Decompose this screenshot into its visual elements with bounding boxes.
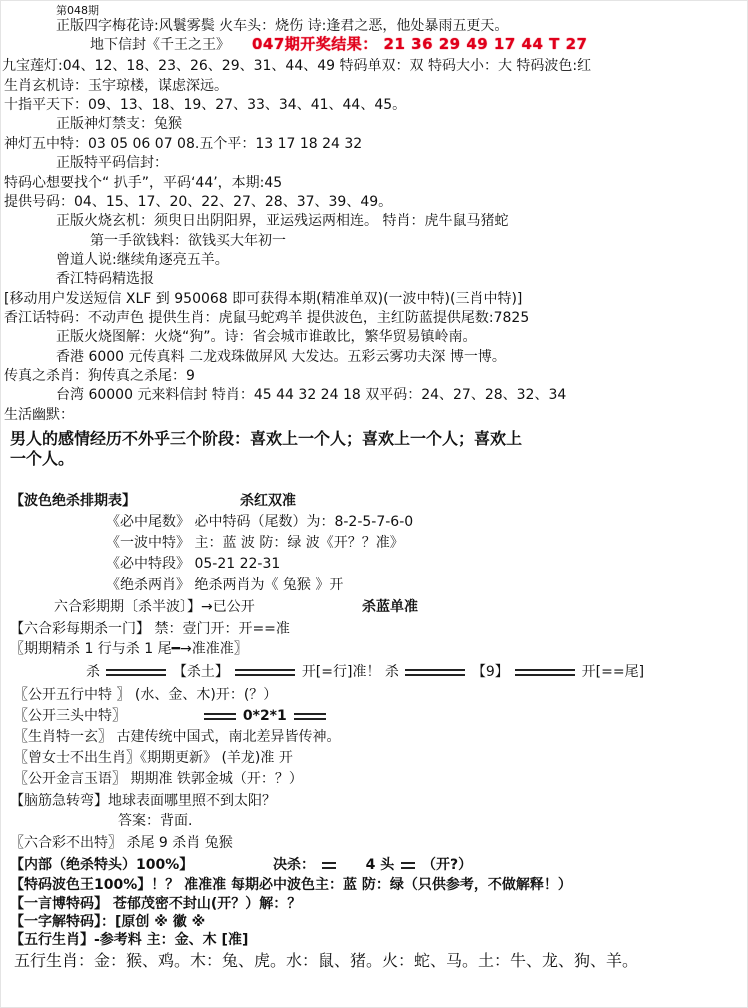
text-line-l34: 〖期期精杀 1 行与杀 1 尾━→准准准〗 <box>10 641 248 657</box>
text-line-l14: 曾道人说:继续角逐亮五羊。 <box>56 252 229 268</box>
kill-row <box>86 664 644 681</box>
lottery-result <box>252 36 587 53</box>
text-line-l20: 传真之杀肖：狗传真之杀尾：9 <box>4 368 195 384</box>
text-line-l37: 〖公开三头中特〗 <box>14 708 126 724</box>
text-line-l46: 【一言博特码】 苍郁茂密不封山(开？）解：？ <box>10 896 302 912</box>
text-line-l25: 【波色绝杀排期表】 <box>10 493 136 509</box>
text-line-l10: 特码心想要找个“ 扒手”，平码‘44’，本期:45 <box>4 175 283 191</box>
text-line-l05: 生肖玄机诗：玉宇琼楼，谋虑深远。 <box>4 78 228 94</box>
three-head-value: 0*2*1 <box>242 708 287 724</box>
text-line-l26: 杀红双准 <box>240 493 296 509</box>
open-earth: 开[=行]准！ 杀 <box>301 664 399 680</box>
open-tail: 开[==尾] <box>581 664 645 680</box>
decision-mid: 决杀： <box>273 857 316 873</box>
double-rule <box>515 669 575 676</box>
double-rule <box>235 669 295 676</box>
double-rule <box>401 862 415 869</box>
text-line-l32: 杀蓝单准 <box>362 599 418 615</box>
text-line-l49: 五行生肖：金：猴、鸡。木：兔、虎。水：鼠、猪。火：蛇、马。土：牛、龙、狗、羊。 <box>14 951 639 970</box>
text-line-l02: 正版四字梅花诗:风鬟雾鬓 火车头：烧伤 诗:逢君之恶，他处暴雨五更天。 <box>56 18 509 34</box>
text-line-l39: 〖曾女士不出生肖〗《期期更新》 (羊龙)准 开 <box>14 750 293 766</box>
text-line-l18: 正版火烧图解：火烧“狗”。诗：省会城市谁敢比，繁华贸易镇岭南。 <box>56 329 477 345</box>
kill-earth: 【杀土】 <box>172 664 229 680</box>
text-line-l42: 答案：背面. <box>118 813 193 829</box>
decision-end: （开?） <box>422 857 473 873</box>
text-line-l36: 〖公开五行中特 〗 (水、金、木)开：(？） <box>14 687 278 703</box>
text-line-l04: 九宝莲灯:04、12、18、23、26、29、31、44、49 特码单双：双 特码大小：大 特码波色:红 <box>2 58 592 74</box>
decision-tail: 4 头 <box>365 857 395 873</box>
text-line-l21: 台湾 60000 元来料信封 特肖：45 44 32 24 18 双平码：24、27、28、32、34 <box>56 387 567 403</box>
text-line-l03: 地下信封《千王之王》 <box>90 37 230 53</box>
double-rule <box>204 713 236 720</box>
double-rule <box>322 862 336 869</box>
kill-tail: 【9】 <box>471 664 509 680</box>
double-rule <box>106 669 166 676</box>
kill-prefix: 杀 <box>86 664 100 680</box>
text-line-l41: 【脑筋急转弯】地球表面哪里照不到太阳？ <box>10 793 276 809</box>
double-rule <box>294 713 326 720</box>
lottery-numbers: 21 36 29 49 17 44 T 27 <box>383 35 588 53</box>
text-line-l13: 第一手欲钱料：欲钱买大年初一 <box>90 233 286 249</box>
text-line-l45: 【特码波色王100%】！？ 准准准 每期必中波色主：蓝 防：绿（只供参考，不做解释！） <box>10 877 572 893</box>
text-line-l11: 提供号码：04、15、17、20、22、27、28、37、39、49。 <box>4 194 393 210</box>
text-line-l06: 十指平天下：09、13、18、19、27、33、34、41、44、45。 <box>4 97 407 113</box>
text-line-l31: 六合彩期期〔杀半波〕】→已公开 <box>54 599 255 615</box>
text-line-l48: 【五行生肖】-参考料 主：金、木 [准] <box>10 932 249 948</box>
text-line-l40: 〖公开金言玉语〗 期期准 铁郭金城（开：？） <box>14 771 303 787</box>
double-rule <box>405 669 465 676</box>
text-line-l17: 香江话特码：不动声色 提供生肖：虎鼠马蛇鸡羊 提供波色，主红防蓝提供尾数:7825 <box>4 310 530 326</box>
text-line-l09: 正版特平码信封： <box>56 155 168 171</box>
text-line-l07: 正版神灯禁支：兔猴 <box>56 116 182 132</box>
text-line-l08: 神灯五中特：03 05 06 07 08.五个平：13 17 18 24 32 <box>4 136 363 152</box>
text-line-l16: [移动用户发送短信 XLF 到 950068 即可获得本期(精准单双)(一波中特)(三肖中特)] <box>4 291 523 307</box>
text-line-l12: 正版火烧玄机：须臾日出阴阳界，亚运残运两相连。 特肖：虎牛鼠马猪蛇 <box>56 213 509 229</box>
three-head-row <box>202 708 328 725</box>
text-line-l15: 香江特码精选报 <box>56 271 154 287</box>
text-line-l47: 【一字解特码】：[原创 ※ 徽 ※ <box>10 914 206 930</box>
text-line-l23: 男人的感情经历不外乎三个阶段：喜欢上一个人；喜欢上一个人；喜欢上 <box>10 429 523 448</box>
text-line-l30: 《绝杀两肖》 绝杀两肖为《 兔猴 》开 <box>106 577 344 593</box>
text-line-l43: 〖六合彩不出特〗 杀尾 9 杀肖 兔猴 <box>10 835 233 851</box>
text-line-l27: 《必中尾数》 必中特码（尾数）为：8-2-5-7-6-0 <box>106 514 414 530</box>
text-line-l24: 一个人。 <box>10 449 75 468</box>
text-line-l28: 《一波中特》 主：蓝 波 防：绿 波《开？？准》 <box>106 535 404 551</box>
decision-left: 【内部（绝杀特头）100%】 <box>10 857 194 873</box>
text-line-l22: 生活幽默： <box>4 407 74 423</box>
text-line-l29: 《必中特段》 05-21 22-31 <box>106 556 281 572</box>
decision-row <box>10 857 472 874</box>
text-line-l19: 香港 6000 元传真料 二龙戏珠做屏风 大发达。五彩云雾功夫深 博一博。 <box>56 349 506 365</box>
lottery-label: 047期开奖结果： <box>252 35 378 53</box>
text-line-l33: 【六合彩每期杀一门】 禁：壹门开：开==准 <box>10 621 290 637</box>
text-line-l38: 〖生肖特一玄〗 古建传统中国式，南北差异皆传神。 <box>14 729 341 745</box>
text-line-l01: 第048期 <box>56 4 99 17</box>
